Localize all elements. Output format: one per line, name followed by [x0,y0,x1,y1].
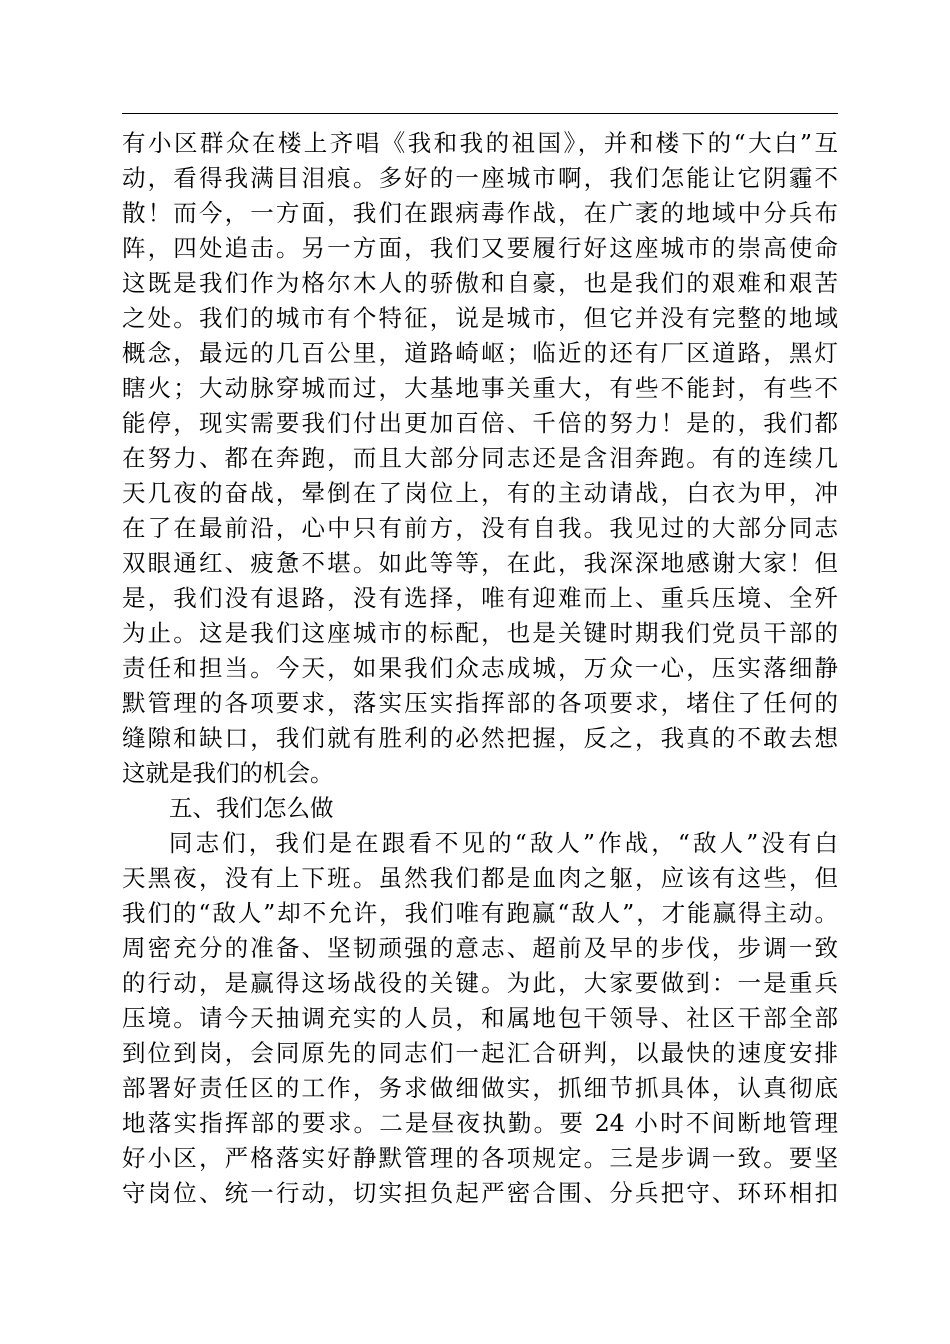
text-line: 是，我们没有退路，没有选择，唯有迎难而上、重兵压境、全歼 [122,584,838,612]
text-line: 双眼通红、疲惫不堪。如此等等，在此，我深深地感谢大家！但 [122,549,838,577]
text-line: 同志们，我们是在跟看不见的“敌人”作战，“敌人”没有白 [169,829,838,857]
text-line: 有小区群众在楼上齐唱《我和我的祖国》，并和楼下的“大白”互 [122,129,838,157]
text-line: 为止。这是我们这座城市的标配，也是关键时期我们党员干部的 [122,619,838,647]
text-line: 周密充分的准备、坚韧顽强的意志、超前及早的步伐，步调一致 [122,934,838,962]
text-line: 好小区，严格落实好静默管理的各项规定。三是步调一致。要坚 [122,1144,838,1172]
text-line: 瞎火；大动脉穿城而过，大基地事关重大，有些不能封，有些不 [122,374,838,402]
text-line: 能停，现实需要我们付出更加百倍、千倍的努力！是的，我们都 [122,409,838,437]
text-line: 天几夜的奋战，晕倒在了岗位上，有的主动请战，白衣为甲，冲 [122,479,838,507]
text-line: 默管理的各项要求，落实压实指挥部的各项要求，堵住了任何的 [122,689,838,717]
text-line: 缝隙和缺口，我们就有胜利的必然把握，反之，我真的不敢去想 [122,724,838,752]
text-line: 部署好责任区的工作，务求做细做实，抓细节抓具体，认真彻底 [122,1074,838,1102]
text-line: 的行动，是赢得这场战役的关键。为此，大家要做到：一是重兵 [122,969,838,997]
text-line: 在了在最前沿，心中只有前方，没有自我。我见过的大部分同志 [122,514,838,542]
header-rule [122,113,838,114]
text-line: 散！而今，一方面，我们在跟病毒作战，在广袤的地域中分兵布 [122,199,838,227]
text-line: 在努力、都在奔跑，而且大部分同志还是含泪奔跑。有的连续几 [122,444,838,472]
text-line: 之处。我们的城市有个特征，说是城市，但它并没有完整的地域 [122,304,838,332]
text-line: 阵，四处追击。另一方面，我们又要履行好这座城市的崇高使命 [122,234,838,262]
text-line: 我们的“敌人”却不允许，我们唯有跑赢“敌人”，才能赢得主动。 [122,899,838,927]
text-line: 到位到岗，会同原先的同志们一起汇合研判，以最快的速度安排 [122,1039,838,1067]
text-line: 压境。请今天抽调充实的人员，和属地包干领导、社区干部全部 [122,1004,838,1032]
text-line: 概念，最远的几百公里，道路崎岖；临近的还有厂区道路，黑灯 [122,339,838,367]
text-line: 守岗位、统一行动，切实担负起严密合围、分兵把守、环环相扣 [122,1179,838,1207]
text-line: 责任和担当。今天，如果我们众志成城，万众一心，压实落细静 [122,654,838,682]
text-line: 动，看得我满目泪痕。多好的一座城市啊，我们怎能让它阴霾不 [122,164,838,192]
text-line: 天黑夜，没有上下班。虽然我们都是血肉之躯，应该有这些，但 [122,864,838,892]
text-line: 这就是我们的机会。 [122,759,334,787]
text-line: 这既是我们作为格尔木人的骄傲和自豪，也是我们的艰难和艰苦 [122,269,838,297]
section-heading: 五、我们怎么做 [169,794,334,822]
text-line: 地落实指挥部的要求。二是昼夜执勤。要 24 小时不间断地管理 [122,1109,838,1137]
body-text [122,126,838,1211]
